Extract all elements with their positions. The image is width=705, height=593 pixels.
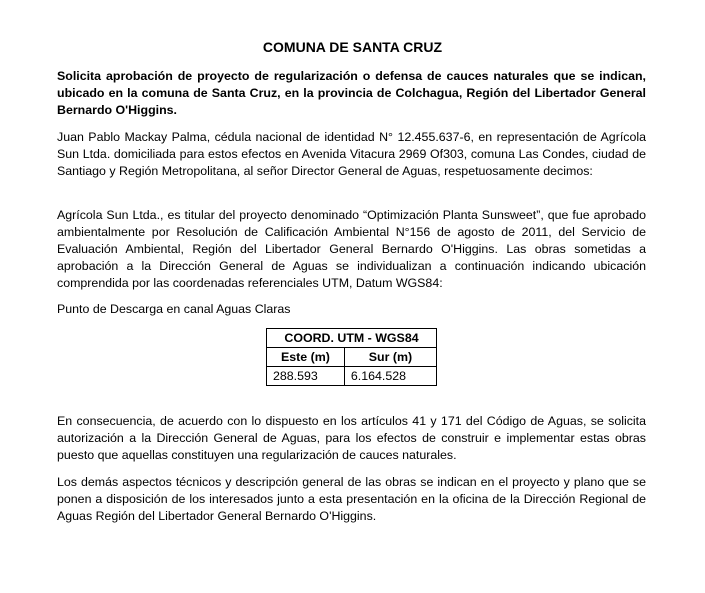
coordinates-table xyxy=(266,328,437,386)
subject-paragraph: Solicita aprobación de proyecto de regularización o defensa de cauces naturales que se indican, ubicado en la comuna de Santa Cruz, en la provincia de Colchagua, Región del Libertador General Bernardo O'Higgins. xyxy=(57,69,646,117)
coordinates-table-title: COORD. UTM - WGS84 xyxy=(267,329,437,348)
column-header-sur: Sur (m) xyxy=(344,348,436,367)
project-paragraph: Agrícola Sun Ltda., es titular del proyecto denominado “Optimización Planta Sunsweet”, que fue aprobado ambientalmente por Resolución de Calificación Ambiental N°156 de agosto de 2011, del Servicio de Evaluación Ambiental, Región del Libertador General Bernardo O'Higgins. Las obras sometidas a aprobación a la Dirección General de Aguas se individualizan a continuación indicando ubicación comprendida por las coordenadas referenciales UTM, Datum WGS84: xyxy=(57,208,646,290)
cell-sur-value: 6.164.528 xyxy=(344,367,436,386)
other-aspects-paragraph: Los demás aspectos técnicos y descripción general de las obras se indican en el proyecto y plano que se ponen a disposición de los interesados junto a esta presentación en la oficina de la Dirección Regional de Aguas Región del Libertador General Bernardo O'Higgins. xyxy=(57,475,646,523)
discharge-point-label: Punto de Descarga en canal Aguas Claras xyxy=(57,302,291,316)
intro-paragraph: Juan Pablo Mackay Palma, cédula nacional de identidad N° 12.455.637-6, en representación de Agrícola Sun Ltda. domiciliada para estos efectos en Avenida Vitacura 2969 Of303, comuna Las Condes, ciudad de Santiago y Región Metropolitana, al señor Director General de Aguas, respetuosamente decimos: xyxy=(57,130,646,178)
table-row xyxy=(267,367,437,386)
cell-este-value: 288.593 xyxy=(267,367,345,386)
consequence-paragraph: En consecuencia, de acuerdo con lo dispuesto en los artículos 41 y 171 del Código de Aguas, se solicita autorización a la Dirección General de Aguas, para los efectos de construir e implementar estas obras puesto que aquellas constituyen una regularización de cauces naturales. xyxy=(57,414,646,462)
column-header-este: Este (m) xyxy=(267,348,345,367)
document-title: COMUNA DE SANTA CRUZ xyxy=(262,39,443,55)
